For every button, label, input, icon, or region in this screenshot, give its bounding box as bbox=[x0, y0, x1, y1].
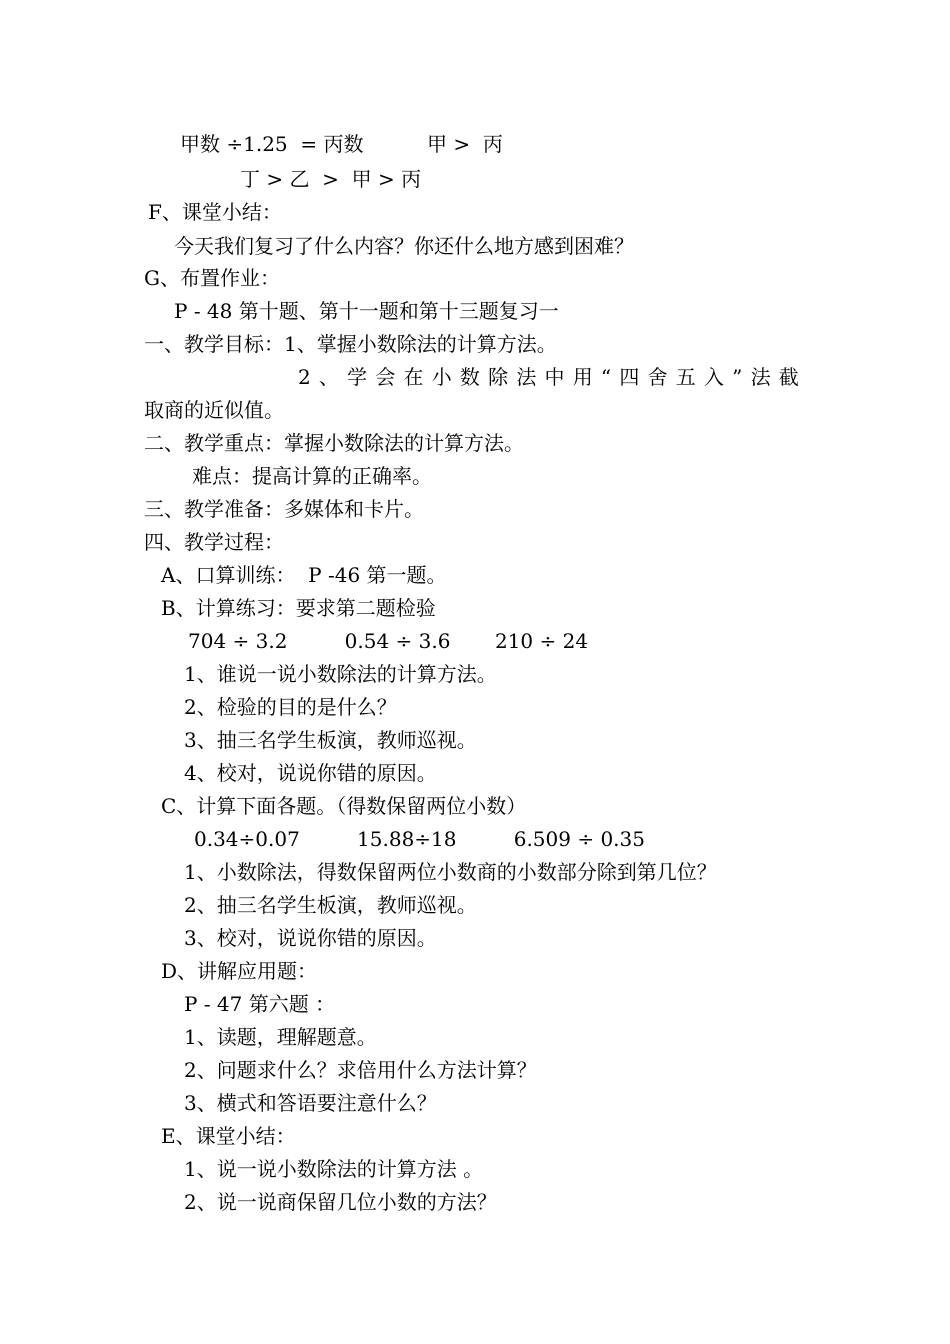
process-heading: 四、教学过程： bbox=[144, 530, 284, 554]
word-problem-ref: P - 47 第六题 ： bbox=[184, 992, 336, 1016]
exercise-c-problems: 0.34÷0.07 15.88÷18 6.509 ÷ 0.35 bbox=[194, 827, 645, 851]
preparation: 三、教学准备：多媒体和卡片。 bbox=[144, 497, 424, 521]
list-item: 2、抽三名学生板演，教师巡视。 bbox=[184, 893, 477, 917]
exercise-b-problems: 704 ÷ 3.2 0.54 ÷ 3.6 210 ÷ 24 bbox=[188, 629, 589, 653]
list-item: 1、小数除法，得数保留两位小数商的小数部分除到第几位？ bbox=[184, 860, 717, 884]
list-item: 1、读题，理解题意。 bbox=[184, 1025, 377, 1049]
comparison-line-1: 甲数 ÷1.25 = 丙数 甲 > 丙 bbox=[180, 132, 503, 156]
list-item: 1、谁说一说小数除法的计算方法。 bbox=[184, 662, 497, 686]
difficulty: 难点：提高计算的正确率。 bbox=[192, 464, 432, 488]
list-item: 2、检验的目的是什么？ bbox=[184, 695, 397, 719]
list-item: 4、校对，说说你错的原因。 bbox=[184, 761, 437, 785]
section-g-heading: G、布置作业： bbox=[144, 266, 280, 290]
teaching-goal-1: 一、教学目标：1、掌握小数除法的计算方法。 bbox=[144, 332, 557, 356]
step-e: E、课堂小结： bbox=[161, 1124, 296, 1148]
teaching-goal-2-continued: 取商的近似值。 bbox=[144, 398, 284, 422]
comparison-line-2: 丁 > 乙 > 甲 > 丙 bbox=[240, 167, 422, 191]
list-item: 3、抽三名学生板演，教师巡视。 bbox=[184, 728, 477, 752]
step-c: C、计算下面各题。（得数保留两位小数） bbox=[161, 794, 527, 818]
step-a: A、口算训练： P -46 第一题。 bbox=[161, 563, 447, 587]
list-item: 1、说一说小数除法的计算方法 。 bbox=[184, 1157, 484, 1181]
homework-text: P - 48 第十题、第十一题和第十三题复习一 bbox=[174, 299, 559, 323]
teaching-goal-2: 2、学会在小数除法中用“四舍五入”法截 bbox=[298, 365, 807, 389]
summary-question: 今天我们复习了什么内容？你还什么地方感到困难？ bbox=[174, 234, 634, 258]
list-item: 3、横式和答语要注意什么？ bbox=[184, 1091, 437, 1115]
list-item: 2、说一说商保留几位小数的方法？ bbox=[184, 1190, 497, 1214]
step-b: B、计算练习：要求第二题检验 bbox=[161, 596, 436, 620]
key-point: 二、教学重点：掌握小数除法的计算方法。 bbox=[144, 431, 524, 455]
list-item: 3、校对，说说你错的原因。 bbox=[184, 926, 437, 950]
list-item: 2、问题求什么？求倍用什么方法计算？ bbox=[184, 1058, 537, 1082]
section-f-heading: F、课堂小结： bbox=[148, 200, 282, 224]
step-d: D、讲解应用题： bbox=[161, 959, 318, 983]
